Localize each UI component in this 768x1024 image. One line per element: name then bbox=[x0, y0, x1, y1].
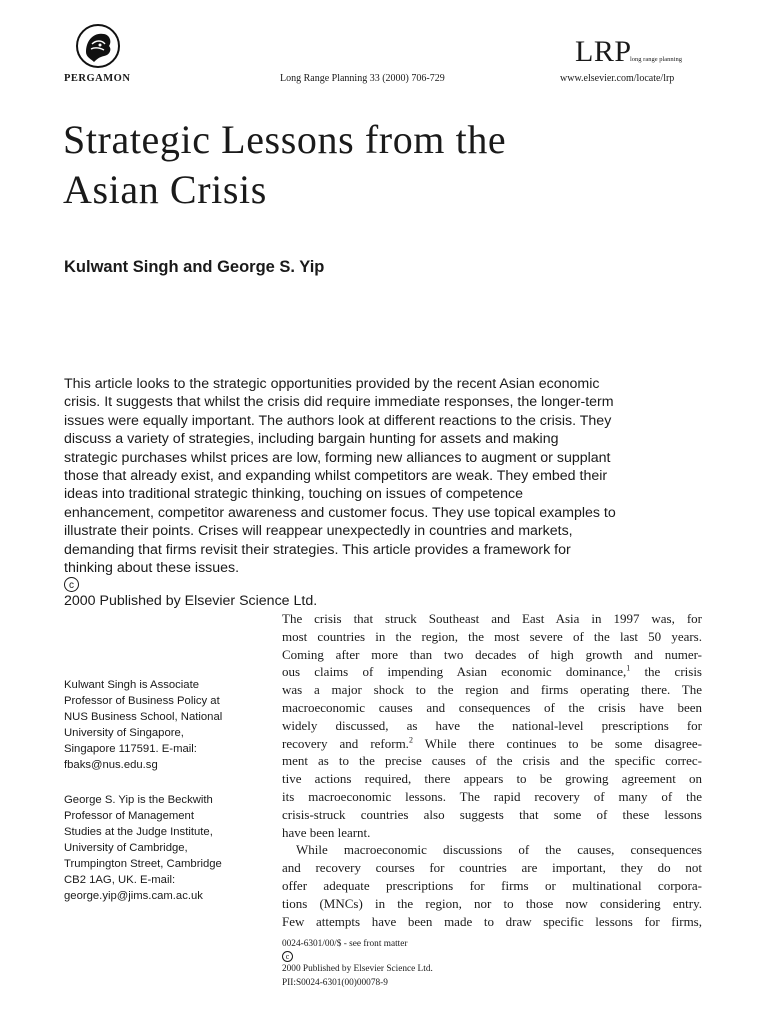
abstract-line: issues were equally important. The authors look at different reactions to the crisis. They bbox=[64, 412, 612, 429]
body-fragment: recovery and reform. bbox=[282, 735, 409, 751]
body-line: most countries in the region, the most severe of the last 50 years. bbox=[282, 628, 702, 644]
abstract-line: ideas into traditional strategic thinking, touching on issues of competence bbox=[64, 486, 524, 503]
journal-abbrev: LRP bbox=[575, 35, 632, 68]
journal-name: long range planning bbox=[630, 56, 682, 63]
affiliation-line: University of Singapore, bbox=[64, 727, 184, 739]
publisher-name: PERGAMON bbox=[64, 73, 131, 84]
body-line: have been learnt. bbox=[282, 824, 371, 840]
body-line: offer adequate prescriptions for firms or multinational corpora- bbox=[282, 877, 702, 893]
affiliation-line: Singapore 117591. E-mail: bbox=[64, 743, 197, 755]
author-affiliation-singh bbox=[64, 677, 269, 773]
body-fragment: While there continues to be some disagree- bbox=[412, 735, 702, 751]
affiliation-line: Kulwant Singh is Associate bbox=[64, 679, 200, 691]
affiliation-line: Professor of Business Policy at bbox=[64, 695, 220, 707]
affiliation-line: Trumpington Street, Cambridge bbox=[64, 858, 222, 870]
affiliation-line: Studies at the Judge Institute, bbox=[64, 826, 213, 838]
abstract-line: illustrate their points. Crises will reappear unexpectedly in countries and markets, bbox=[64, 523, 573, 540]
affiliation-email[interactable]: fbaks@nus.edu.sg bbox=[64, 759, 158, 771]
abstract-text: thinking about these issues. bbox=[64, 560, 240, 577]
abstract-line: crisis. It suggests that whilst the crisis did require immediate responses, the longer-term bbox=[64, 394, 614, 411]
footer-text: 0024-6301/00/$ - see front matter bbox=[282, 939, 408, 949]
author-affiliation-yip bbox=[64, 792, 269, 904]
body-line: tive actions required, there appears to be growing agreement on bbox=[282, 771, 702, 787]
journal-url[interactable]: www.elsevier.com/locate/lrp bbox=[560, 73, 675, 84]
article-title bbox=[63, 115, 703, 215]
abstract-line: This article looks to the strategic opportunities provided by the recent Asian economic bbox=[64, 376, 600, 392]
body-line: Coming after more than two decades of high growth and numer- bbox=[282, 646, 702, 662]
body-text bbox=[282, 610, 702, 930]
body-line bbox=[282, 735, 702, 753]
body-line: its macroeconomic lessons. The rapid recovery of many of the bbox=[282, 788, 702, 804]
body-line: Few attempts have been made to draw specific lessons for firms, bbox=[282, 913, 702, 929]
body-line: The crisis that struck Southeast and East Asia in 1997 was, for bbox=[282, 611, 702, 626]
journal-citation: Long Range Planning 33 (2000) 706-729 bbox=[280, 73, 445, 84]
footer-line bbox=[282, 937, 433, 976]
body-line bbox=[282, 663, 702, 681]
body-line: tions (MNCs) in the region, nor to those now considering entry. bbox=[282, 895, 702, 911]
title-line: Asian Crisis bbox=[63, 167, 267, 212]
affiliation-line: George S. Yip is the Beckwith bbox=[64, 794, 213, 806]
pergamon-logo bbox=[74, 22, 122, 70]
body-line: widely discussed, as have the national-level prescriptions for bbox=[282, 717, 702, 733]
abstract bbox=[64, 375, 704, 611]
article-authors: Kulwant Singh and George S. Yip bbox=[64, 258, 325, 276]
abstract-line: strategic purchases whilst prices are low, forming new alliances to augment or supplant bbox=[64, 449, 611, 466]
abstract-line: demanding that firms revisit their strategies. This article provides a framework for bbox=[64, 541, 571, 558]
body-line: ment as to the precise causes of the crisis and the specific correc- bbox=[282, 753, 702, 769]
footnote-ref[interactable]: 2 bbox=[408, 735, 413, 745]
footnote-ref[interactable]: 1 bbox=[626, 664, 631, 674]
body-line: and recovery courses for countries are important, they do not bbox=[282, 860, 702, 876]
abstract-line-last bbox=[64, 559, 704, 611]
footer-text: 2000 Published by Elsevier Science Ltd. bbox=[282, 964, 433, 974]
affiliation-email[interactable]: george.yip@jims.cam.ac.uk bbox=[64, 890, 203, 902]
affiliation-line: University of Cambridge, bbox=[64, 842, 188, 854]
body-line: macroeconomic causes and consequences of the crisis have been bbox=[282, 699, 702, 715]
page-footer bbox=[282, 937, 433, 990]
affiliation-line: CB2 1AG, UK. E-mail: bbox=[64, 874, 176, 886]
body-fragment: the crisis bbox=[630, 664, 702, 680]
title-line: Strategic Lessons from the bbox=[63, 117, 507, 162]
body-line: crisis-struck countries also suggests that some of these lessons bbox=[282, 806, 702, 822]
copyright-icon: c bbox=[64, 577, 79, 592]
footer-pii: PII:S0024-6301(00)00078-9 bbox=[282, 978, 388, 988]
affiliation-line: NUS Business School, National bbox=[64, 711, 223, 723]
abstract-line: enhancement, competitor awareness and customer focus. They use topical examples to bbox=[64, 504, 616, 521]
affiliation-line: Professor of Management bbox=[64, 810, 194, 822]
body-line: was a major shock to the region and firms operating there. The bbox=[282, 682, 702, 698]
body-fragment: ous claims of impending Asian economic dominance, bbox=[282, 664, 627, 680]
abstract-copyright-text: 2000 Published by Elsevier Science Ltd. bbox=[64, 593, 318, 610]
abstract-line: those that already exist, and expanding whilst competitors are weak. They embed their bbox=[64, 468, 608, 485]
body-line: While macroeconomic discussions of the causes, consequences bbox=[296, 842, 702, 858]
copyright-icon: c bbox=[282, 951, 293, 962]
abstract-line: discuss a variety of strategies, including bargain hunting for assets and making bbox=[64, 431, 559, 448]
